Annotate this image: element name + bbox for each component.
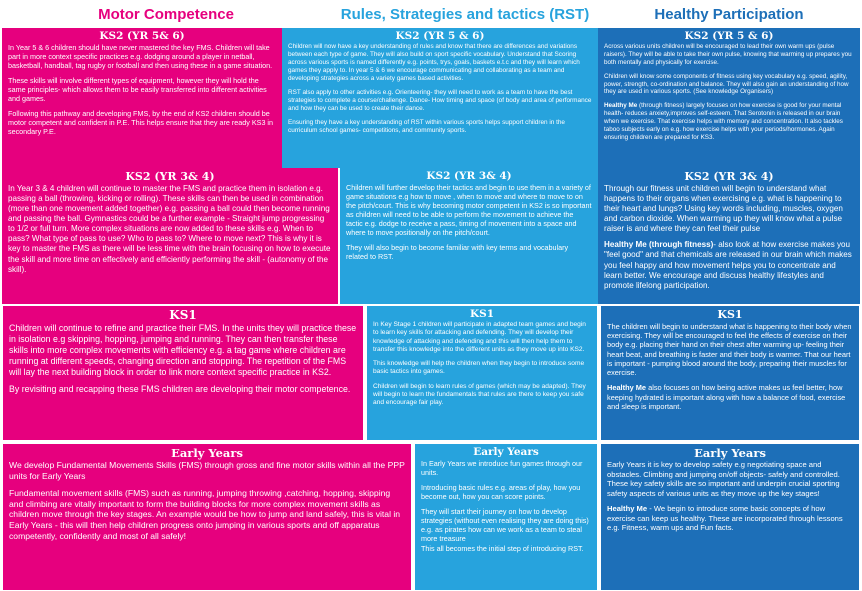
- health-ks2-56-panel: [598, 28, 860, 168]
- rst-ks1-panel: [366, 305, 598, 441]
- health-early-years-healthy-me-label: Healthy Me: [607, 504, 648, 514]
- health-ks2-34-text-2-body: - also look at how exercise makes you "feel good" and that chemicals are released in our brain which makes you feel happy and how movement helps you to concentrate and learn better. We encourage and discuss healthy lifestyles and promote lifelong participation.: [604, 240, 852, 290]
- rst-ks1-title: KS1: [469, 308, 494, 320]
- motor-ks1-text-2: By revisiting and recapping these FMS children are developing their motor competence.: [9, 383, 351, 394]
- health-ks1-text-2-body: also focuses on how being active makes us feel better, how keeping hydrated is important along with how a balance of food, exercise and sleep is important.: [607, 383, 846, 411]
- rst-ks2-56-text-1: Children will now have a key understanding of rules and know that there are differences and variations between each type of game. They will also build on sport specific vocabulary. Understand that Scoring across various sports is named differently e.g. points, trys, goals, baskets e.t.c and they will learn which games they apply to. In year 5 & 6 we encourage communicating and collaborating as a team and developing strategies across a variety games based activities.: [288, 43, 580, 83]
- rst-ks1-text-2: This knowledge will help the children when they begin to introduce some basic tactics into games.: [373, 360, 585, 376]
- health-ks1-text-2: [607, 383, 853, 411]
- rst-early-years-panel: [414, 443, 598, 591]
- rst-early-years-text-1: In Early Years we introduce fun games through our units.: [421, 459, 583, 478]
- health-early-years-text-2-body: - We begin to introduce some basic concepts of how exercise can keep us healthy. These are incorporated through lessons e.g. Fitness, warm ups and Fun facts.: [607, 504, 843, 533]
- rst-ks2-34-text-1: Children will further develop their tactics and begin to use them in a variety of game situations e.g how to move , when to move and where to move to on the pitch/court. This is why becoming motor competent in KS2 is so important as children will need to be able to perform the movement to achieve the tactic e.g. dodge to receive a pass, timing of movement into a space and where to move positionally on the pitch/court.: [346, 183, 592, 238]
- health-ks2-34-panel: [598, 168, 860, 304]
- rst-early-years-title: Early Years: [473, 446, 539, 458]
- motor-ks2-56-text-1: In Year 5 & 6 children should have never mastered the key FMS. Children will take part in more context specific practices e.g. dodging around a player in netball, basketball, handball, tag rugby or football and then using these in a game situation.: [8, 43, 273, 71]
- motor-early-years-title: Early Years: [171, 446, 243, 460]
- rst-ks2-34-panel: [340, 168, 598, 304]
- rst-ks2-34-text-2: They will also begin to become familiar with key terms and vocabulary related to RST.: [346, 243, 569, 262]
- rst-ks1-text-3: Children will begin to learn rules of games (which may be adapted). They will begin to learn the fundamentals that rules are there to keep you safe and encourage fair play.: [373, 382, 586, 406]
- motor-ks2-56-title: KS2 (YR 5& 6): [99, 30, 185, 42]
- rst-early-years-text-3: They will start their journey on how to develop strategies (without even realising they are doing this) e.g. as pirates how can we work as a team to steal more treasure: [421, 507, 589, 544]
- health-ks2-56-text-1: Across various units children will be encouraged to lead their own warm ups (pulse raisers). They will be able to take their own pulse, knowing that warming up prepares you both mentally and physically for exercise.: [604, 43, 852, 66]
- health-early-years-title: Early Years: [694, 446, 766, 460]
- health-ks2-34-title: KS2 (YR 3& 4): [684, 170, 774, 183]
- health-ks2-34-text-2: [604, 240, 854, 291]
- health-ks2-56-healthy-me-label: Healthy Me: [604, 102, 638, 110]
- motor-ks2-34-panel: [2, 168, 338, 304]
- rst-ks2-56-text-3: Ensuring they have a key understanding of RST within various sports helps support children in the curriculum school games- competitions, and community sports.: [288, 119, 565, 135]
- health-ks2-56-text-3: [604, 102, 854, 141]
- rst-ks1-text-1: In Key Stage 1 children will participate in adapted team games and begin to learn key skills for attacking and defending. They will develop their knowledge of attacking and defending and this will then help them to transfer this knowledge into the different units as they move up into KS2.: [373, 321, 586, 353]
- motor-early-years-text-1: We develop Fundamental Movements Skills (FMS) through gross and fine motor skills within all the PPP units for Early Years: [9, 460, 405, 482]
- health-early-years-panel: [600, 443, 860, 591]
- health-ks2-56-text-3-body: (through fitness) largely focuses on how exercise is good for your mental health- reduces anxiety,improves self-esteem. That Serotonin is released in our brain when we exercise. That exercise helps with memory and concentration. It also tackles taboo subjects early on e.g. how exercise helps with your periods/hormones. Again ensuring children are prepared for KS3.: [604, 102, 843, 141]
- motor-ks1-title: KS1: [169, 308, 197, 322]
- motor-early-years-text-2: Fundamental movement skills (FMS) such as running, jumping throwing ,catching, hopping, skipping and climbing are vitally important to form the building blocks for more complex movement skills as children move through the key stages. An example would be how to jump and land safely, this is vital in Early Years - this will then help children progress onto jumping in various sports and off apparatus competently, confidently and most of all safely!: [9, 487, 401, 541]
- motor-ks2-34-text-1: In Year 3 & 4 children will continue to master the FMS and practice them in isolation e.g. passing a ball (throwing, kicking or rolling). These skills can then be used in combination (more than one movement added together) e.g. passing a ball could then become running and passing the ball. Gymnastics could be a further example - Straight jump progressing to 1/2 or full turn. More complex situations are now added to these skills e.g. When to pass? What type of pass to use? Who to pass to? Where to move next? This is why it is key to master the FMS as there will be less time with the brain focusing on how to execute the skill and more time on effectively and efficiently performing the skill - (autonomy of the skill).: [8, 183, 331, 274]
- rst-ks2-56-panel: [282, 28, 598, 168]
- motor-ks2-56-panel: [2, 28, 282, 168]
- motor-competence-heading: Motor Competence: [98, 6, 234, 23]
- health-ks2-56-title: KS2 (YR 5 & 6): [684, 30, 774, 42]
- health-early-years-text-1: Early Years it is key to develop safety e.g negotiating space and obstacles. Climbing and jumping on/off objects- safely and controlled. These key safety skills are so important and underpin crucial sporting safety aspects of various units as they move up the key stages!: [607, 460, 840, 498]
- health-ks2-34-healthy-me-label: Healthy Me (through fitness): [604, 240, 714, 250]
- health-ks1-title: KS1: [717, 308, 743, 321]
- health-early-years-text-2: [607, 504, 853, 532]
- health-ks1-panel: [600, 305, 860, 441]
- rst-ks2-56-title: KS2 (YR 5 & 6): [395, 30, 485, 42]
- motor-ks2-56-text-2: These skills will involve different types of equipment, however they will hold the same principles- which allows them to be easily transferred into different activities and games.: [8, 76, 267, 104]
- motor-ks2-56-text-3: Following this pathway and developing FMS, by the end of KS2 children should be motor competent and confident in P.E. This helps ensure that they are ready KS3 in secondary P.E.: [8, 109, 274, 137]
- motor-ks1-text-1: Children will continue to refine and practice their FMS. In the units they will practice these in isolation e.g skipping, hopping, jumping and running. They can then transfer these skills into more complex movements with efficiency e.g. a tag game where children are running at different speeds, changing direction and stopping. The repetition of the FMS will lay the next building block in order to link more context specific practice in KS2.: [9, 323, 357, 377]
- motor-ks2-34-title: KS2 (YR 3& 4): [125, 170, 215, 183]
- rst-early-years-text-2: Introducing basic rules e.g. areas of play, how you become out, how you can score points.: [421, 483, 581, 502]
- health-ks1-text-1: The children will begin to understand what is happening to their body when exercising. They will be encouraged to feel the effects of exercise on their body e.g. placing their hand on their chest after warming up- feeling their heart beat, and breathing is faster and their body is warmer. That our heart is important - pumping blood around the body, preparing their muscles for exercise.: [607, 321, 852, 377]
- rst-heading: Rules, Strategies and tactics (RST): [340, 6, 590, 23]
- rst-ks2-34-title: KS2 (YR 3& 4): [426, 170, 512, 182]
- motor-ks1-panel: [2, 305, 364, 441]
- rst-ks2-56-text-2: RST also apply to other activities e.g. Orienteering- they will need to work as a team to have the best strategies to complete a course/challenge. Dance- How timing and space (of body and area of performance and how they can be used to create their dance.: [288, 89, 592, 113]
- motor-early-years-panel: [2, 443, 412, 591]
- health-ks1-healthy-me-label: Healthy Me: [607, 383, 647, 393]
- health-ks2-34-text-1: Through our fitness unit children will begin to understand what happens to their organs when exercising e.g. what is happening to their heart and lungs? Using key words including, muscles, oxygen and carbon dioxide. When warming up they will know what a pulse raiser is and where they can feel their pulse: [604, 183, 843, 234]
- healthy-participation-heading: Healthy Participation: [654, 6, 804, 23]
- rst-early-years-text-4: This all becomes the initial step of introducing RST.: [421, 544, 584, 554]
- health-ks2-56-text-2: Children will know some components of fitness using key vocabulary e.g. speed, agility, power, strength, co-ordination and balance. They will also gain an understanding of how they are used in various sports. (See knowledge Organisers): [604, 72, 849, 96]
